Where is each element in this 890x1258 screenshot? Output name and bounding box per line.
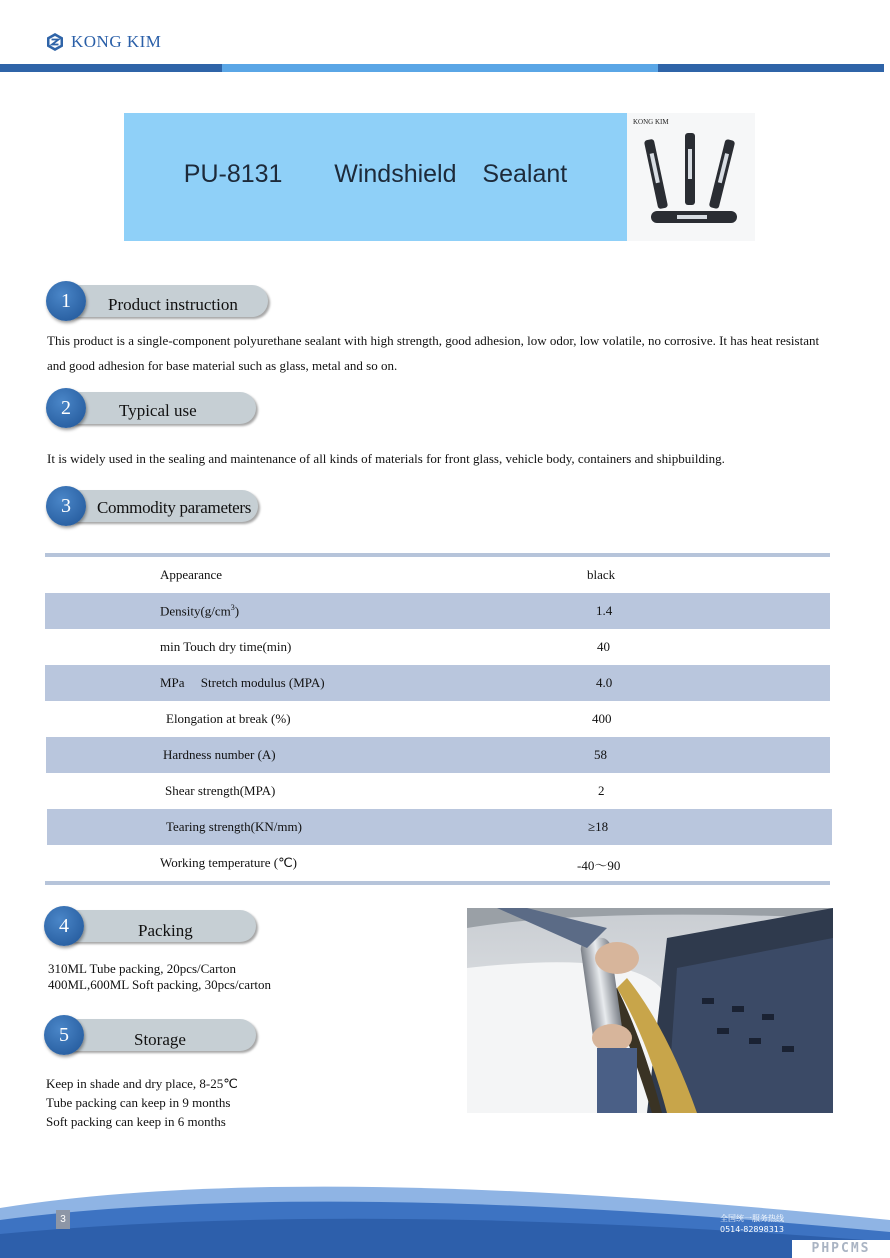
param-name: Elongation at break (%): [166, 711, 291, 726]
section-number: 5: [44, 1015, 84, 1055]
product-image-brand: KONG KIM: [633, 118, 669, 126]
param-value: black: [587, 567, 616, 582]
param-value: ≥18: [588, 819, 609, 834]
storage-line: Keep in shade and dry place, 8-25℃: [46, 1076, 238, 1091]
table-row: [45, 701, 830, 737]
packing-line: 310ML Tube packing, 20pcs/Carton: [48, 961, 237, 976]
application-photo: [467, 908, 833, 1113]
storage-text: [46, 1074, 238, 1131]
table-row: [46, 737, 830, 773]
table-row: [45, 593, 830, 629]
param-value: -40～90: [577, 858, 621, 873]
product-title: PU-8131 Windshield Sealant: [183, 160, 568, 188]
typical-use-text: It is widely used in the sealing and maintenance of all kinds of materials for front glass, vehicle body, containers and shipbuilding.: [47, 451, 725, 466]
table-row: [45, 557, 830, 593]
hotline-label: 全国统一服务热线: [720, 1214, 784, 1223]
param-name: $Density(g/cm^3)$: [160, 603, 240, 619]
product-instruction-text: This product is a single-component polyurethane sealant with high strength, good adhesion, low odor, low volatile, no corrosive. It has heat resistant and good adhesion for base material such as glass, metal and so on.: [47, 333, 820, 373]
param-value: 40: [597, 639, 610, 654]
section-number: 1: [46, 281, 86, 321]
section-head-packing: [44, 906, 256, 942]
table-bottom-rule: [45, 881, 830, 885]
param-value: 400: [592, 711, 612, 726]
hotline-number: 0514-82898313: [720, 1225, 784, 1234]
section-title: Typical use: [119, 401, 197, 420]
kongkim-logo-icon: [45, 32, 65, 52]
param-name: Hardness number (A): [163, 747, 276, 762]
section-title: Packing: [138, 921, 193, 940]
table-row: [45, 629, 830, 665]
watermark: PHPCMS: [792, 1240, 890, 1258]
product-image: [627, 113, 755, 241]
section-head-product-instruction: [46, 281, 268, 317]
header-bar-end: [658, 64, 884, 72]
section-number: 2: [46, 388, 86, 428]
storage-line: Soft packing can keep in 6 months: [46, 1114, 226, 1129]
table-row: [45, 665, 830, 701]
brand-logo: [45, 32, 161, 52]
param-value: 2: [598, 783, 605, 798]
page-number: 3: [56, 1210, 70, 1229]
section-head-typical-use: [46, 388, 256, 424]
header-bar: [0, 64, 222, 72]
param-name: Tearing strength(KN/mm): [166, 819, 302, 834]
windshield-application-illustration: [467, 908, 833, 1113]
sealant-tubes-illustration: [627, 113, 755, 241]
param-value: 58: [594, 747, 607, 762]
section-title: Storage: [134, 1030, 186, 1049]
section-title: Product instruction: [108, 295, 238, 314]
header-bar-accent: [222, 64, 658, 72]
table-row: [46, 773, 831, 809]
param-name: Shear strength(MPA): [165, 783, 276, 798]
param-value: 4.0: [596, 675, 613, 690]
section-number: 3: [46, 486, 86, 526]
section-head-commodity-parameters: [46, 486, 258, 522]
hotline: [720, 1213, 784, 1235]
param-name: MPa Stretch modulus (MPA): [160, 675, 325, 690]
storage-line: Tube packing can keep in 9 months: [46, 1095, 231, 1110]
param-value: 1.4: [596, 603, 613, 618]
section-head-storage: [44, 1015, 256, 1051]
brand-name: KONG KIM: [71, 32, 162, 51]
section-title: Commodity parameters: [97, 498, 252, 517]
param-name: Appearance: [160, 567, 223, 582]
table-row: [45, 845, 830, 881]
table-row: [47, 809, 832, 845]
packing-line: 400ML,600ML Soft packing, 30pcs/carton: [48, 977, 272, 992]
packing-text: [48, 961, 271, 993]
section-number: 4: [44, 906, 84, 946]
param-name: min Touch dry time(min): [160, 639, 292, 654]
param-name: Working temperature (℃): [160, 855, 298, 870]
